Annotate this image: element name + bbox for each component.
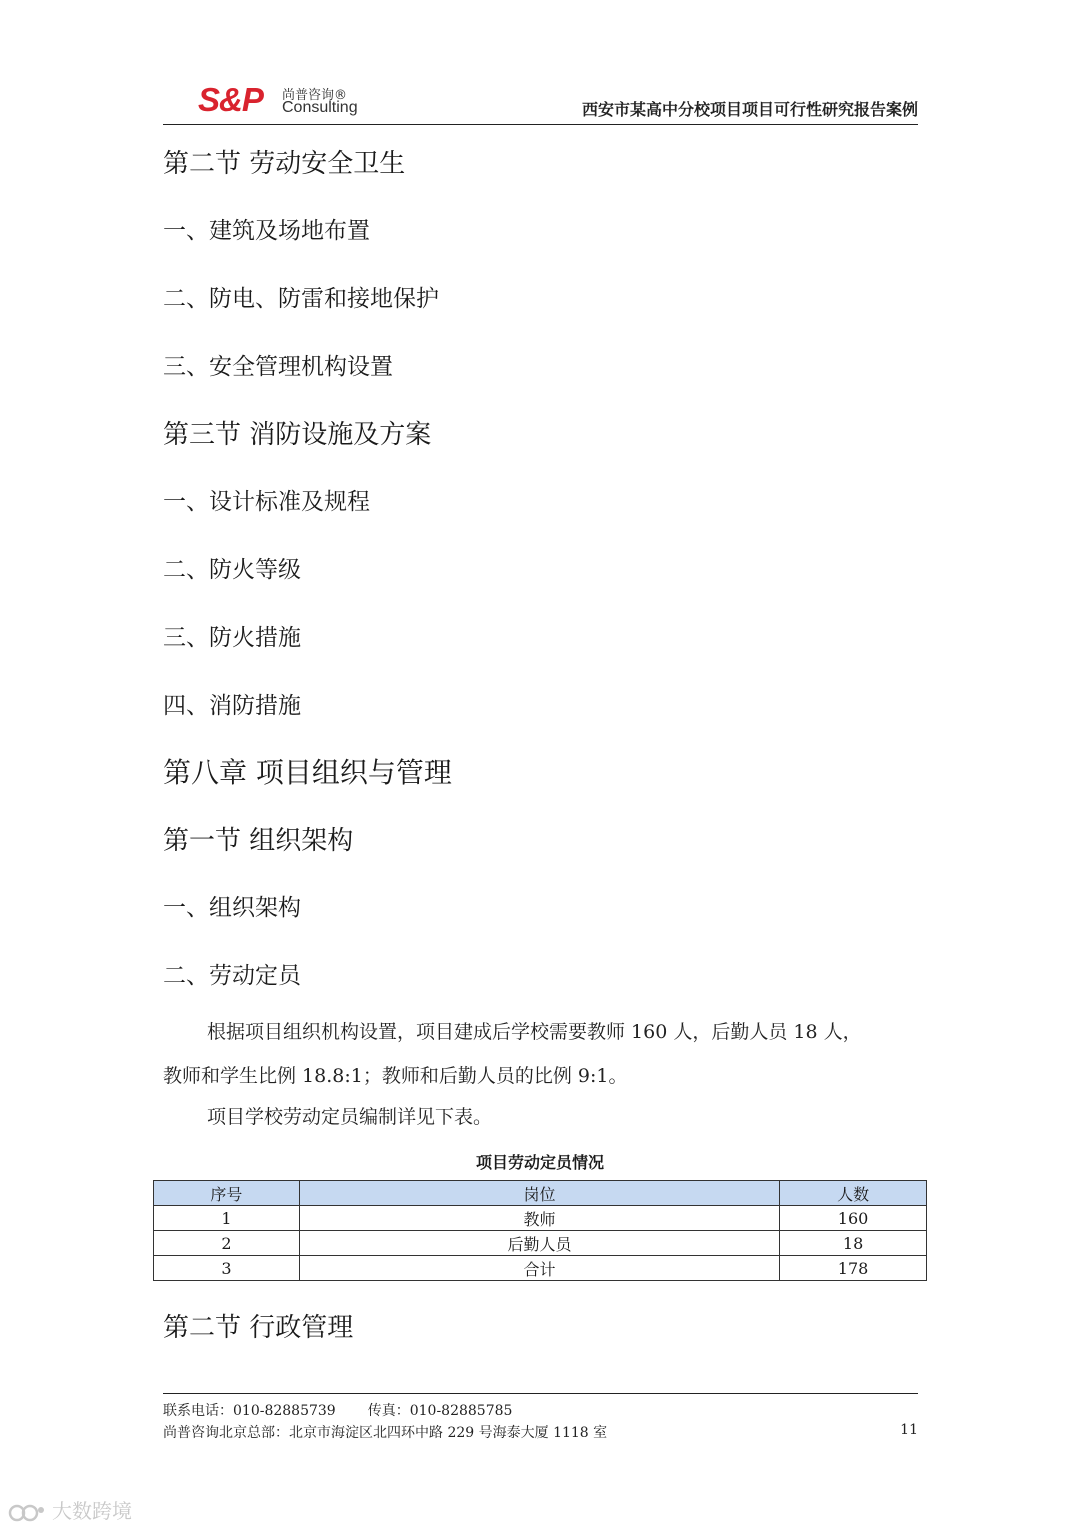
subsection-heading: 四、消防措施	[163, 693, 301, 719]
table-cell: 教师	[299, 1206, 779, 1231]
subsection-heading: 一、建筑及场地布置	[163, 218, 370, 244]
table-cell: 18	[780, 1231, 927, 1256]
header-cell: 序号	[154, 1181, 300, 1206]
watermark	[8, 1495, 132, 1525]
table-row	[154, 1256, 927, 1281]
table-intro-paragraph: 项目学校劳动定员编制详见下表。	[207, 1106, 493, 1128]
subsection-heading: 三、防火措施	[163, 625, 301, 651]
table-cell: 160	[780, 1206, 927, 1231]
page-number: 11	[900, 1422, 918, 1438]
chapter-heading: 第八章 项目组织与管理	[163, 756, 452, 789]
logo-english-name: Consulting	[282, 99, 358, 116]
report-title: 西安市某高中分校项目项目可行性研究报告案例	[581, 100, 918, 119]
table-cell: 合计	[299, 1256, 779, 1281]
table-header-row	[154, 1181, 927, 1206]
table-row	[154, 1206, 927, 1231]
watermark-text: 大数跨境	[52, 1499, 132, 1523]
staffing-paragraph-line2: 教师和学生比例 18.8:1；教师和后勤人员的比例 9:1。	[163, 1065, 628, 1087]
table-cell: 后勤人员	[299, 1231, 779, 1256]
subsection-heading: 二、劳动定员	[163, 963, 301, 989]
staffing-paragraph-line1: 根据项目组织机构设置，项目建成后学校需要教师 160 人，后勤人员 18 人，	[207, 1021, 862, 1043]
table-row	[154, 1231, 927, 1256]
section-heading: 第二节 行政管理	[163, 1313, 354, 1343]
subsection-heading: 三、安全管理机构设置	[163, 354, 393, 380]
staffing-table	[153, 1180, 927, 1281]
table-cell: 178	[780, 1256, 927, 1281]
watermark-logo-icon	[8, 1501, 48, 1525]
subsection-heading: 二、防电、防雷和接地保护	[163, 286, 439, 312]
subsection-heading: 二、防火等级	[163, 557, 301, 583]
page-header	[163, 76, 918, 125]
subsection-heading: 一、设计标准及规程	[163, 489, 370, 515]
table-cell: 3	[154, 1256, 300, 1281]
logo-mark: S&P	[198, 81, 263, 118]
footer-phone: 联系电话：010-82885739	[163, 1403, 336, 1419]
table-cell: 2	[154, 1231, 300, 1256]
footer-address: 尚普咨询北京总部：北京市海淀区北四环中路 229 号海泰大厦 1118 室	[163, 1425, 608, 1441]
section-heading: 第三节 消防设施及方案	[163, 420, 432, 450]
section-heading: 第一节 组织架构	[163, 826, 354, 856]
table-caption: 项目劳动定员情况	[475, 1153, 604, 1172]
header-cell: 人数	[780, 1181, 927, 1206]
footer-contact	[163, 1400, 512, 1420]
logo-chinese-name: 尚普咨询®	[282, 88, 348, 103]
header-cell: 岗位	[299, 1181, 779, 1206]
subsection-heading: 一、组织架构	[163, 895, 301, 921]
footer-fax: 传真：010-82885785	[367, 1403, 513, 1419]
section-heading: 第二节 劳动安全卫生	[163, 149, 406, 179]
page-footer	[163, 1393, 918, 1441]
table-cell: 1	[154, 1206, 300, 1231]
